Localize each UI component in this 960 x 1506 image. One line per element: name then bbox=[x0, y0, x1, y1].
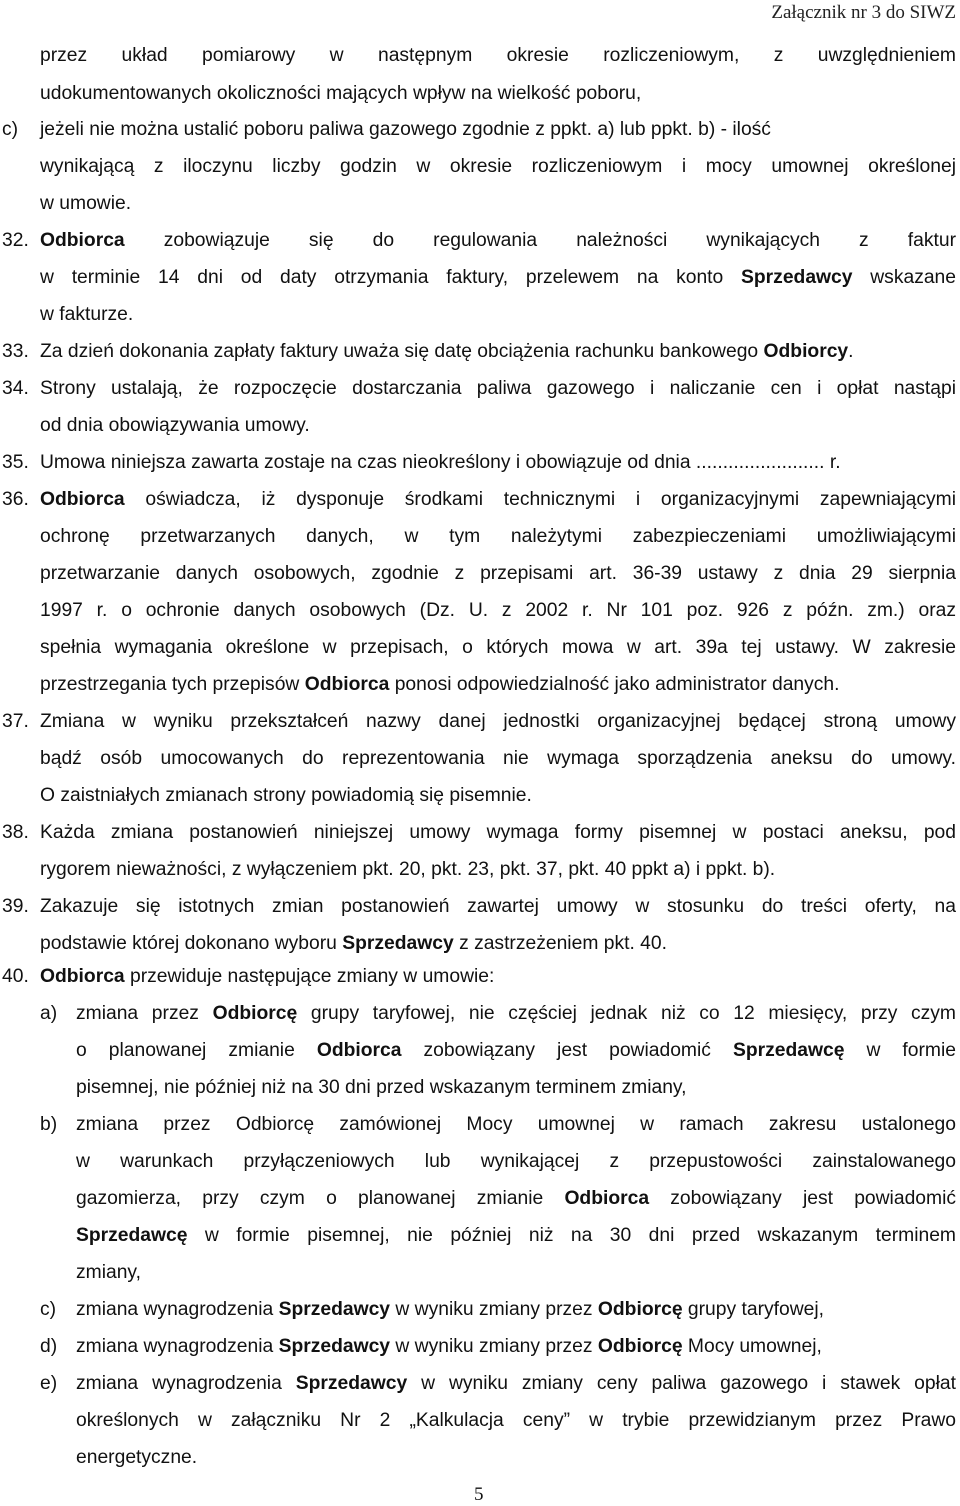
text-run: grupy taryfowej, bbox=[682, 1299, 825, 1320]
item-number: 38. bbox=[2, 822, 29, 843]
text-run: z zastrzeżeniem pkt. 40. bbox=[453, 933, 667, 954]
page-number: 5 bbox=[474, 1484, 484, 1505]
text-run: w warunkach przyłączeniowych lub wynikającej z przepustowości zainstalowanego bbox=[76, 1151, 956, 1172]
item-number: e) bbox=[40, 1373, 58, 1394]
text-line bbox=[40, 118, 771, 142]
text-line bbox=[76, 1039, 956, 1063]
text-run: zobowiązany jest powiadomić bbox=[401, 1040, 733, 1061]
text-run: podstawie której dokonano wyboru bbox=[40, 933, 343, 954]
bold-term: Sprzedawcy bbox=[278, 1336, 391, 1357]
text-run: w wyniku zmiany przez bbox=[390, 1299, 598, 1320]
text-line bbox=[76, 1113, 956, 1137]
text-line bbox=[40, 266, 956, 290]
bold-term: Odbiorca bbox=[316, 1040, 402, 1061]
text-line bbox=[40, 895, 956, 919]
text-run: . bbox=[848, 341, 854, 362]
text-line bbox=[40, 932, 667, 956]
text-run: energetyczne. bbox=[76, 1447, 198, 1468]
item-number: 33. bbox=[2, 341, 29, 362]
text-run: w fakturze. bbox=[40, 304, 134, 325]
text-run: przetwarzanie danych osobowych, zgodnie z przepisami art. 36-39 ustawy z dnia 29 sierpnia bbox=[40, 563, 956, 584]
bold-term: Odbiorca bbox=[40, 489, 125, 510]
text-run: wskazane bbox=[852, 267, 956, 288]
text-line bbox=[40, 599, 956, 623]
text-run: w wyniku zmiany przez bbox=[390, 1336, 598, 1357]
text-line bbox=[40, 525, 956, 549]
item-number: 39. bbox=[2, 896, 29, 917]
item-number: c) bbox=[40, 1299, 57, 1320]
text-line bbox=[76, 1150, 956, 1174]
text-line bbox=[40, 229, 956, 253]
text-line bbox=[40, 377, 956, 401]
text-run: Za dzień dokonania zapłaty faktury uważa się datę obciążenia rachunku bankowego bbox=[40, 341, 764, 362]
text-run: rygorem nieważności, z wyłączeniem pkt. 20, pkt. 23, pkt. 37, pkt. 40 ppkt a) i ppkt. b). bbox=[40, 859, 776, 880]
text-line bbox=[40, 414, 310, 438]
text-run: oświadcza, iż dysponuje środkami technicznymi i organizacyjnymi zapewniającymi bbox=[124, 489, 956, 510]
text-line bbox=[40, 340, 854, 364]
bold-term: Odbiorca bbox=[304, 674, 390, 695]
text-run: w formie bbox=[844, 1040, 956, 1061]
text-line bbox=[40, 155, 956, 179]
item-number: 34. bbox=[2, 378, 29, 399]
text-run: w terminie 14 dni od daty otrzymania faktury, przelewem na konto bbox=[40, 267, 742, 288]
text-line bbox=[40, 965, 494, 989]
bold-term: Odbiorcę bbox=[597, 1299, 683, 1320]
bold-term: Odbiorca bbox=[40, 966, 125, 987]
text-run: grupy taryfowej, nie częściej jednak niż co 12 miesięcy, przy czym bbox=[297, 1003, 956, 1024]
bold-term: Odbiorca bbox=[40, 230, 125, 251]
item-number: b) bbox=[40, 1114, 58, 1135]
item-number: 32. bbox=[2, 230, 29, 251]
text-run: gazomierza, przy czym o planowanej zmianie bbox=[76, 1188, 565, 1209]
text-line bbox=[40, 488, 956, 512]
text-line bbox=[76, 1187, 956, 1211]
bold-term: Sprzedawcę bbox=[76, 1225, 188, 1246]
text-line bbox=[76, 1261, 141, 1285]
text-line bbox=[40, 858, 775, 882]
text-line bbox=[40, 82, 641, 106]
text-run: Strony ustalają, że rozpoczęcie dostarczania paliwa gazowego i naliczanie cen i opłat nastąpi bbox=[40, 378, 956, 399]
text-run: ponosi odpowiedzialność jako administrator danych. bbox=[389, 674, 840, 695]
bold-term: Sprzedawcę bbox=[732, 1040, 845, 1061]
bold-term: Sprzedawcy bbox=[295, 1373, 408, 1394]
text-line bbox=[40, 192, 131, 216]
text-run: w umowie. bbox=[40, 193, 132, 214]
text-run: spełnia wymagania określone w przepisach, o których mowa w art. 39a tej ustawy. W zakresie bbox=[40, 637, 956, 658]
text-run: od dnia obowiązywania umowy. bbox=[40, 415, 310, 436]
text-line bbox=[40, 673, 840, 697]
text-line bbox=[76, 1298, 824, 1322]
bold-term: Odbiorcę bbox=[597, 1336, 683, 1357]
text-run: określonych w załączniku Nr 2 „Kalkulacja ceny” w trybie przewidzianym przez Prawo bbox=[76, 1410, 956, 1431]
text-line bbox=[40, 710, 956, 734]
text-run: przestrzegania tych przepisów bbox=[40, 674, 305, 695]
text-run: zmiana wynagrodzenia bbox=[76, 1373, 296, 1394]
text-line bbox=[40, 784, 532, 808]
text-line bbox=[40, 636, 956, 660]
bold-term: Odbiorcy bbox=[763, 341, 849, 362]
text-run: Mocy umownej, bbox=[682, 1336, 822, 1357]
text-run: ochronę przetwarzanych danych, w tym należytymi zabezpieczeniami umożliwiającymi bbox=[40, 526, 956, 547]
text-line bbox=[76, 1409, 956, 1433]
text-line bbox=[76, 1446, 197, 1470]
item-number: 37. bbox=[2, 711, 29, 732]
bold-term: Sprzedawcy bbox=[342, 933, 454, 954]
text-run: pisemnej, nie później niż na 30 dni przed wskazanym terminem zmiany, bbox=[76, 1077, 687, 1098]
text-run: Zmiana w wyniku przekształceń nazwy danej jednostki organizacyjnej będącej stroną umowy bbox=[40, 711, 956, 732]
text-run: bądź osób umocowanych do reprezentowania nie wymaga sporządzenia aneksu do umowy. bbox=[40, 748, 956, 769]
text-run: Zakazuje się istotnych zmian postanowień zawartej umowy w stosunku do treści oferty, na bbox=[40, 896, 956, 917]
text-line bbox=[76, 1076, 687, 1100]
text-run: Umowa niniejsza zawarta zostaje na czas nieokreślony i obowiązuje od dnia ........................ r. bbox=[40, 452, 841, 473]
text-run: wynikającą z iloczynu liczby godzin w okresie rozliczeniowym i mocy umownej określonej bbox=[40, 156, 956, 177]
text-line bbox=[76, 1335, 822, 1359]
text-run: zmiana wynagrodzenia bbox=[76, 1336, 279, 1357]
text-line bbox=[40, 303, 133, 327]
item-number: 40. bbox=[2, 966, 29, 987]
text-run: w wyniku zmiany ceny paliwa gazowego i stawek opłat bbox=[407, 1373, 956, 1394]
item-number: c) bbox=[2, 119, 19, 140]
text-run: zobowiązuje się do regulowania należności wynikających z faktur bbox=[124, 230, 956, 251]
text-line bbox=[76, 1224, 956, 1248]
text-run: Każda zmiana postanowień niniejszej umowy wymaga formy pisemnej w postaci aneksu, pod bbox=[40, 822, 956, 843]
bold-term: Sprzedawcy bbox=[278, 1299, 391, 1320]
text-line bbox=[40, 562, 956, 586]
text-line bbox=[40, 747, 956, 771]
text-run: zmiana wynagrodzenia bbox=[76, 1299, 279, 1320]
text-run: jeżeli nie można ustalić poboru paliwa gazowego zgodnie z ppkt. a) lub ppkt. b) - ilość bbox=[40, 119, 771, 140]
text-run: O zaistniałych zmianach strony powiadomią się pisemnie. bbox=[40, 785, 532, 806]
text-run: udokumentowanych okoliczności mających wpływ na wielkość poboru, bbox=[40, 83, 642, 104]
bold-term: Odbiorca bbox=[564, 1188, 650, 1209]
text-run: zmiana przez Odbiorcę zamówionej Mocy umownej w ramach zakresu ustalonego bbox=[76, 1114, 956, 1135]
bold-term: Odbiorcę bbox=[212, 1003, 298, 1024]
text-run: zmiany, bbox=[76, 1262, 141, 1283]
text-run: przez układ pomiarowy w następnym okresie rozliczeniowym, z uwzględnieniem bbox=[40, 45, 956, 66]
text-line bbox=[40, 821, 956, 845]
item-number: a) bbox=[40, 1003, 58, 1024]
text-run: zobowiązany jest powiadomić bbox=[649, 1188, 956, 1209]
text-line bbox=[40, 44, 956, 68]
annex-header: Załącznik nr 3 do SIWZ bbox=[771, 2, 956, 23]
item-number: 35. bbox=[2, 452, 29, 473]
text-line bbox=[76, 1372, 956, 1396]
text-run: przewiduje następujące zmiany w umowie: bbox=[124, 966, 495, 987]
text-run: o planowanej zmianie bbox=[76, 1040, 317, 1061]
text-line bbox=[76, 1002, 956, 1026]
text-run: zmiana przez bbox=[76, 1003, 213, 1024]
item-number: d) bbox=[40, 1336, 58, 1357]
bold-term: Sprzedawcy bbox=[741, 267, 853, 288]
item-number: 36. bbox=[2, 489, 29, 510]
text-run: w formie pisemnej, nie później niż na 30 dni przed wskazanym terminem bbox=[187, 1225, 956, 1246]
text-run: 1997 r. o ochronie danych osobowych (Dz. U. z 2002 r. Nr 101 poz. 926 z późn. zm.) oraz bbox=[40, 600, 956, 621]
text-line bbox=[40, 451, 841, 475]
